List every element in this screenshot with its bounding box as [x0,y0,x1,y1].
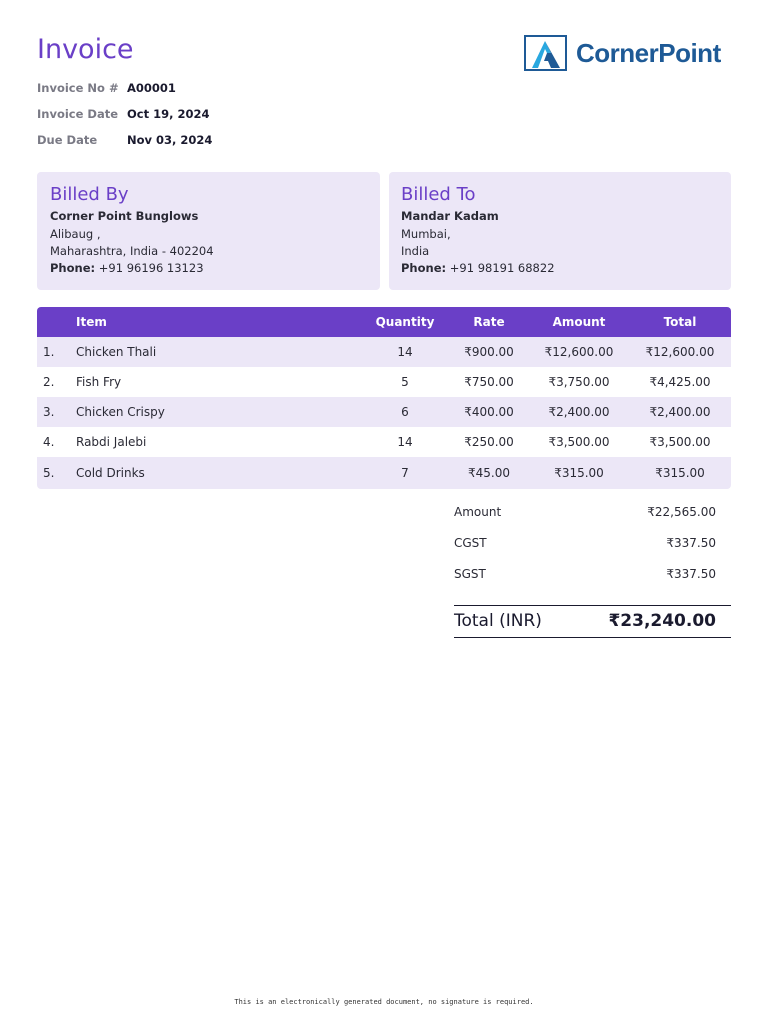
billed-by-address-line2: Maharashtra, India - 402204 [50,244,214,258]
billed-by-card [37,172,380,290]
cornerpoint-logo-icon [524,35,568,71]
billed-by-address-line1: Alibaug , [50,227,101,241]
header-rate: Rate [473,315,505,329]
row-item: Rabdi Jalebi [76,435,147,449]
row-number: 1. [43,345,55,359]
due-date-label: Due Date [37,133,98,147]
billed-by-name: Corner Point Bunglows [50,209,199,223]
row-rate: ₹900.00 [464,345,514,359]
table-header [37,307,731,337]
billed-by-phone [50,261,204,275]
row-item: Fish Fry [76,375,122,389]
billed-to-address-line1: Mumbai, [401,227,451,241]
row-number: 2. [43,375,55,389]
row-quantity: 6 [401,405,409,419]
row-item: Chicken Thali [76,345,157,359]
table-row [37,337,731,367]
row-amount: ₹315.00 [554,466,604,480]
row-quantity: 14 [397,435,413,449]
table-row [37,427,731,457]
billed-to-heading: Billed To [401,184,476,205]
summary-amount-label: Amount [454,505,502,519]
billed-to-phone-label: Phone: [401,261,447,275]
row-amount: ₹2,400.00 [548,405,610,419]
billed-to-phone-value: +91 98191 68822 [449,261,555,275]
billed-to-name: Mandar Kadam [401,209,499,223]
line-items-table [37,307,731,489]
invoice-number-label: Invoice No # [37,81,119,95]
row-total: ₹4,425.00 [649,375,711,389]
header-amount: Amount [552,315,606,329]
row-rate: ₹250.00 [464,435,514,449]
billed-to-card [389,172,731,290]
table-row [37,367,731,397]
row-amount: ₹12,600.00 [544,345,614,359]
summary-sgst-value: ₹337.50 [666,567,716,581]
invoice-date-value: Oct 19, 2024 [127,107,210,121]
grand-total-value: ₹23,240.00 [608,611,716,631]
summary-sgst-label: SGST [454,567,486,581]
row-quantity: 5 [401,375,409,389]
row-amount: ₹3,500.00 [548,435,610,449]
billed-by-phone-value: +91 96196 13123 [98,261,204,275]
header-total: Total [663,315,697,329]
table-row [37,457,731,489]
row-quantity: 14 [397,345,413,359]
grand-total-label: Total (INR) [454,611,542,631]
row-rate: ₹45.00 [468,466,510,480]
row-amount: ₹3,750.00 [548,375,610,389]
company-logo [524,35,734,71]
page-title: Invoice [37,34,134,65]
billed-to-address-line2: India [401,244,430,258]
row-quantity: 7 [401,466,409,480]
logo-wordmark: CornerPoint [576,38,721,68]
summary-amount-value: ₹22,565.00 [647,505,716,519]
row-total: ₹3,500.00 [649,435,711,449]
billed-by-phone-label: Phone: [50,261,96,275]
invoice-date-label: Invoice Date [37,107,119,121]
summary-cgst-value: ₹337.50 [666,536,716,550]
billed-by-heading: Billed By [50,184,129,205]
row-total: ₹12,600.00 [645,345,715,359]
footer-note: This is an electronically generated document, no signature is required. [234,998,534,1006]
row-number: 4. [43,435,55,449]
header-item: Item [76,315,107,329]
table-row [37,397,731,427]
row-total: ₹315.00 [655,466,705,480]
row-item: Chicken Crispy [76,405,165,419]
row-number: 3. [43,405,55,419]
row-rate: ₹750.00 [464,375,514,389]
row-total: ₹2,400.00 [649,405,711,419]
due-date-value: Nov 03, 2024 [127,133,213,147]
summary-cgst-label: CGST [454,536,487,550]
row-number: 5. [43,466,55,480]
invoice-number-value: A00001 [127,81,176,95]
header-quantity: Quantity [375,315,435,329]
grand-total-row [454,605,731,638]
row-rate: ₹400.00 [464,405,514,419]
row-item: Cold Drinks [76,466,145,480]
billed-to-phone [401,261,555,275]
